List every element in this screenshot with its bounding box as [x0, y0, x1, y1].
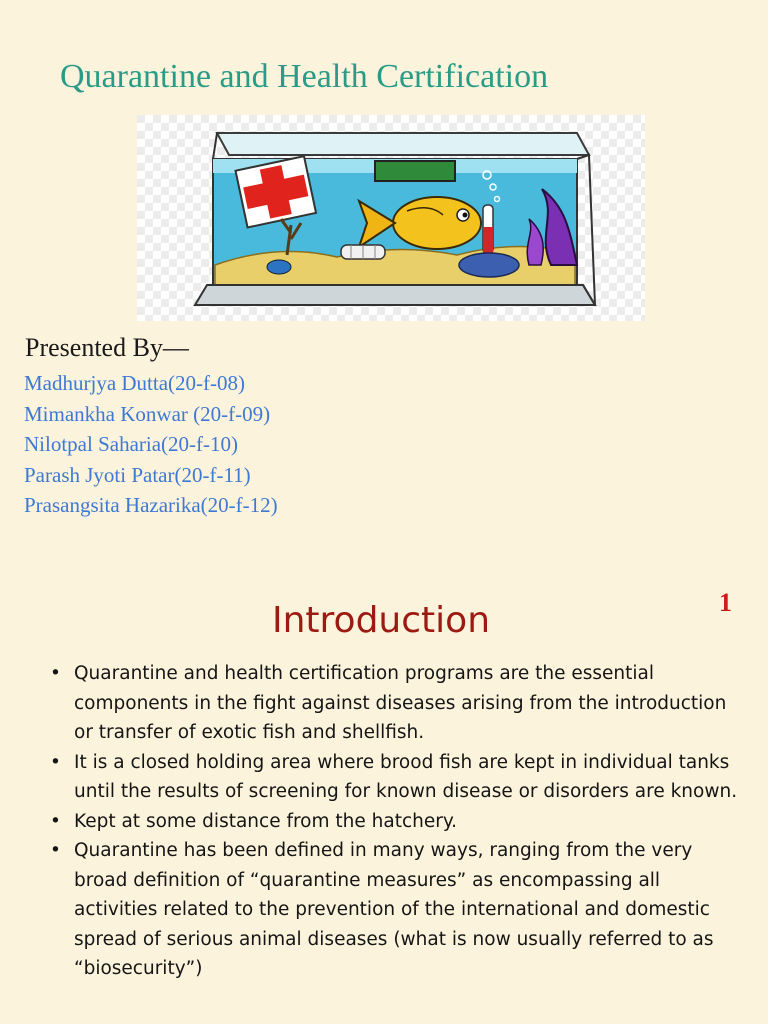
bullet-text: Quarantine has been defined in many ways, ranging from the very broad definition of “quarantine measures” as encompassing all activities related to the prevention of the international and domestic spread of serious animal diseases (what is now usually referred to as “biosecurity”): [74, 840, 714, 979]
page-number: 1: [719, 588, 732, 617]
bullet-item: [40, 748, 740, 807]
presenter-item: Madhurjya Dutta(20-f-08): [24, 371, 246, 395]
bullet-icon: •: [50, 810, 61, 832]
presenter-item: Parash Jyoti Patar(20-f-11): [24, 462, 251, 487]
bullet-text: It is a closed holding area where brood fish are kept in individual tanks until the results of screening for known disease or disorders are known.: [74, 751, 738, 802]
presenter-item: Nilotpal Saharia(20-f-10): [24, 432, 239, 456]
bullet-item: [40, 836, 740, 984]
slide-title-heading: Quarantine and Health Certification: [60, 58, 549, 95]
presenter-item: Mimankha Konwar (20-f-09): [24, 401, 271, 426]
bullet-icon: •: [50, 663, 61, 684]
introduction-heading: Introduction: [272, 600, 491, 641]
bullet-text: Kept at some distance from the hatchery.: [74, 810, 458, 832]
slide-introduction: [0, 570, 768, 1024]
bullet-item: [40, 807, 740, 837]
presenter-list: [24, 368, 278, 521]
presenter-item: Prasangsita Hazarika(20-f-12): [24, 493, 278, 517]
aquarium-illustration: [137, 115, 645, 321]
presented-by-label: Presented By—: [25, 333, 189, 362]
bullet-item: [40, 659, 740, 748]
bullet-text: Quarantine and health certification programs are the essential components in the fight against diseases arising from the introduction or transfer of exotic fish and shellfish.: [74, 663, 727, 743]
bullet-list: [40, 659, 740, 984]
bullet-icon: •: [50, 751, 61, 773]
bullet-icon: •: [50, 840, 61, 861]
